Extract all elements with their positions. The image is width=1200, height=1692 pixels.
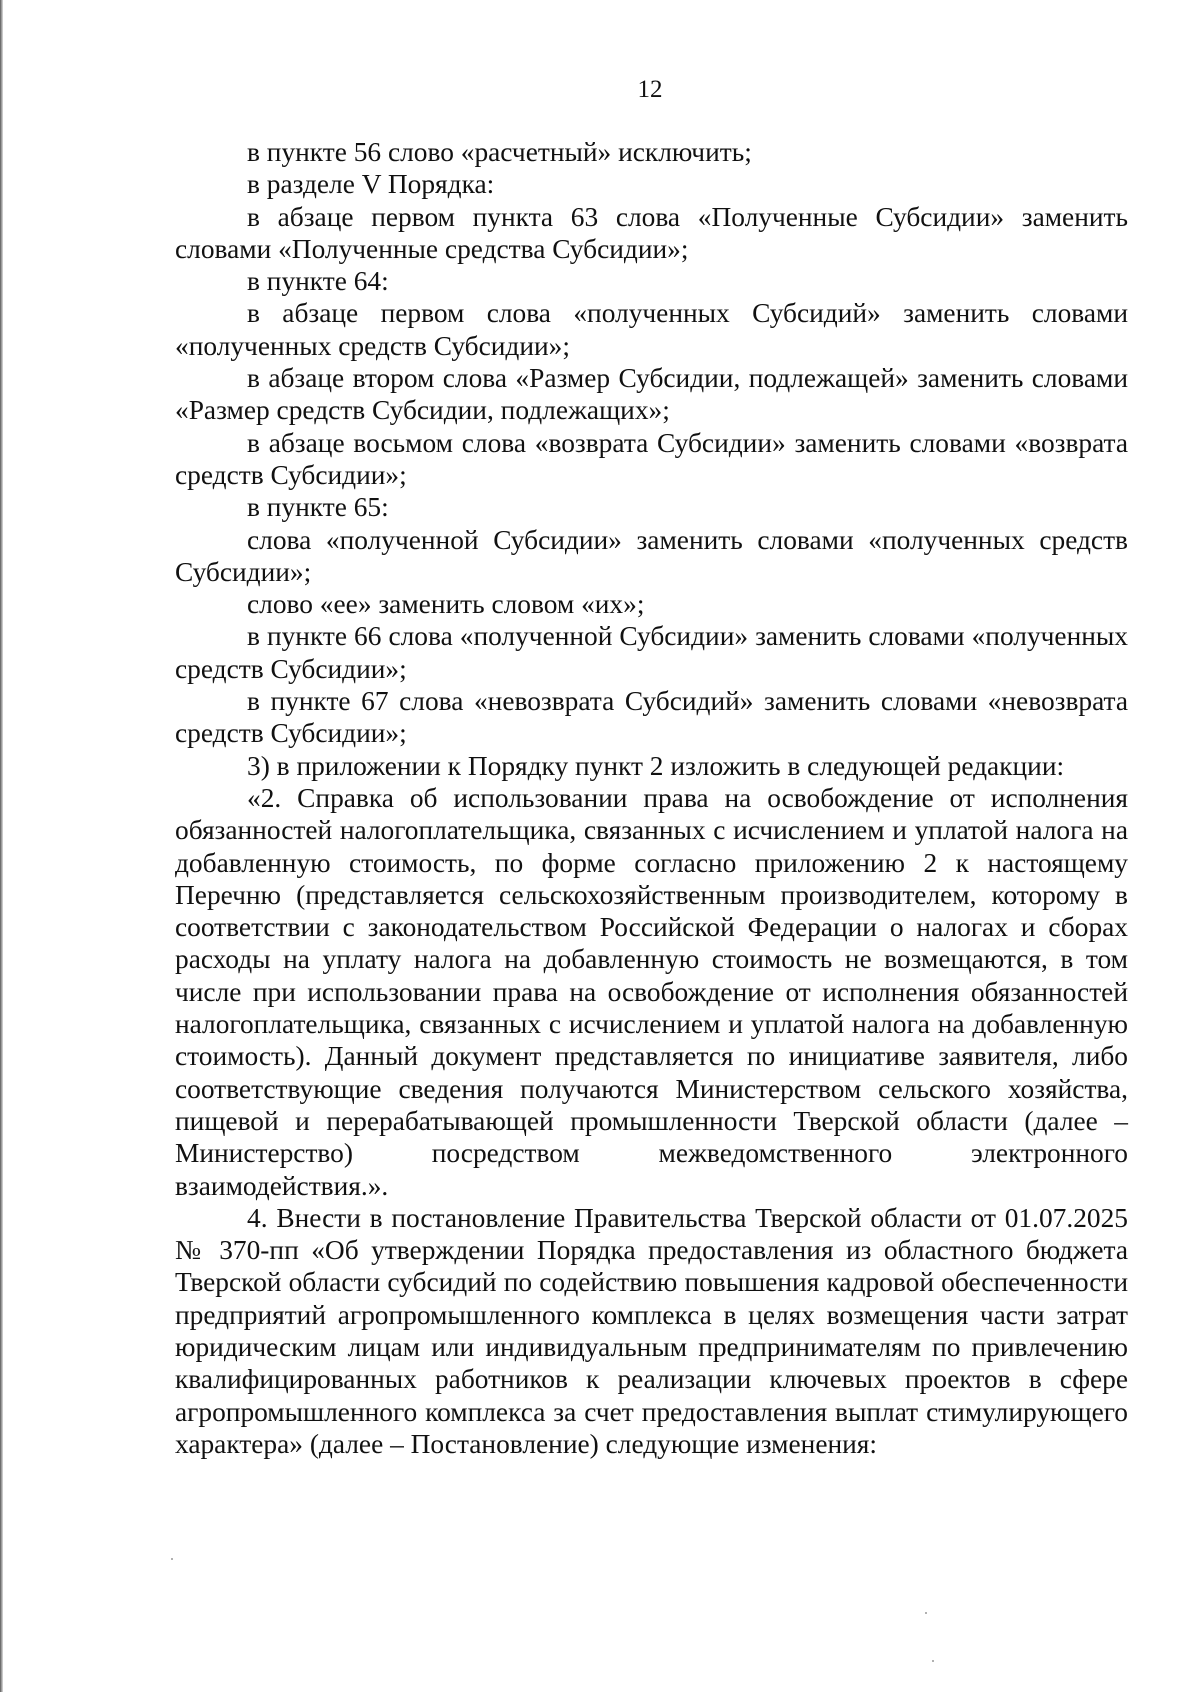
scan-edge [0, 0, 3, 1692]
paragraph: в пункте 65: [247, 492, 389, 523]
paragraph: в абзаце первом слова «полученных Субсидий» заменить словами «полученных средств Субсидии»; [175, 298, 1128, 361]
paragraph: в пункте 56 слово «расчетный» исключить; [247, 137, 752, 167]
paragraph: в пункте 66 слова «полученной Субсидии» заменить словами «полученных средств Субсидии»; [175, 621, 1128, 684]
page-number: 12 [637, 76, 663, 103]
paragraph: в абзаце первом пункта 63 слова «Полученные Субсидии» заменить словами «Полученные средства Субсидии»; [175, 201, 1128, 264]
paragraph: в разделе V Порядка: [247, 169, 495, 200]
paragraph: «2. Справка об использовании права на освобождение от исполнения обязанностей налогоплательщика, связанных с исчислением и уплатой налога на добавленную стоимость, по форме согласно приложению 2 к настоящему Перечню (представляется сельскохозяйственным производителем, которому в соответствии с законодательством Российской Федерации о налогах и сборах расходы на уплату налога на добавленную стоимость не возмещаются, в том числе при использовании права на освобождение от исполнения обязанностей налогоплательщика, связанных с исчислением и уплатой налога на добавленную стоимость). Данный документ представляется по инициативе заявителя, либо соответствующие сведения получаются Министерством сельского хозяйства, пищевой и перерабатывающей промышленности Тверской области (далее – Министерство) посредством межведомственного электронного взаимодействия.». [175, 782, 1128, 1201]
paragraph: 4. Внести в постановление Правительства Тверской области от 01.07.2025 № 370-пп «Об утверждении Порядка предоставления из областного бюджета Тверской области субсидий по содействию повышения кадровой обеспеченности предприятий агропромышленного комплекса в целях возмещения части затрат юридическим лицам или индивидуальным предпринимателям по привлечению квалифицированных работников к реализации ключевых проектов в сфере агропромышленного комплекса за счет предоставления выплат стимулирующего характера» (далее – Постановление) следующие изменения: [175, 1202, 1128, 1459]
paragraph: в абзаце восьмом слова «возврата Субсидии» заменить словами «возврата средств Субсидии»; [175, 427, 1128, 490]
paragraph: в пункте 64: [247, 266, 389, 297]
document-body [175, 136, 1128, 1460]
paragraph: в абзаце втором слова «Размер Субсидии, подлежащей» заменить словами «Размер средств Субсидии, подлежащих»; [175, 363, 1128, 426]
paragraph: слово «ее» заменить словом «их»; [247, 589, 645, 620]
scan-speck [171, 1558, 173, 1560]
paragraph: в пункте 67 слова «невозврата Субсидий» заменить словами «невозврата средств Субсидии»; [175, 686, 1128, 749]
scan-speck [925, 1612, 927, 1614]
paragraph: 3) в приложении к Порядку пункт 2 изложить в следующей редакции: [247, 750, 1065, 781]
scan-speck [932, 1660, 934, 1662]
paragraph: слова «полученной Субсидии» заменить словами «полученных средств Субсидии»; [175, 524, 1128, 587]
